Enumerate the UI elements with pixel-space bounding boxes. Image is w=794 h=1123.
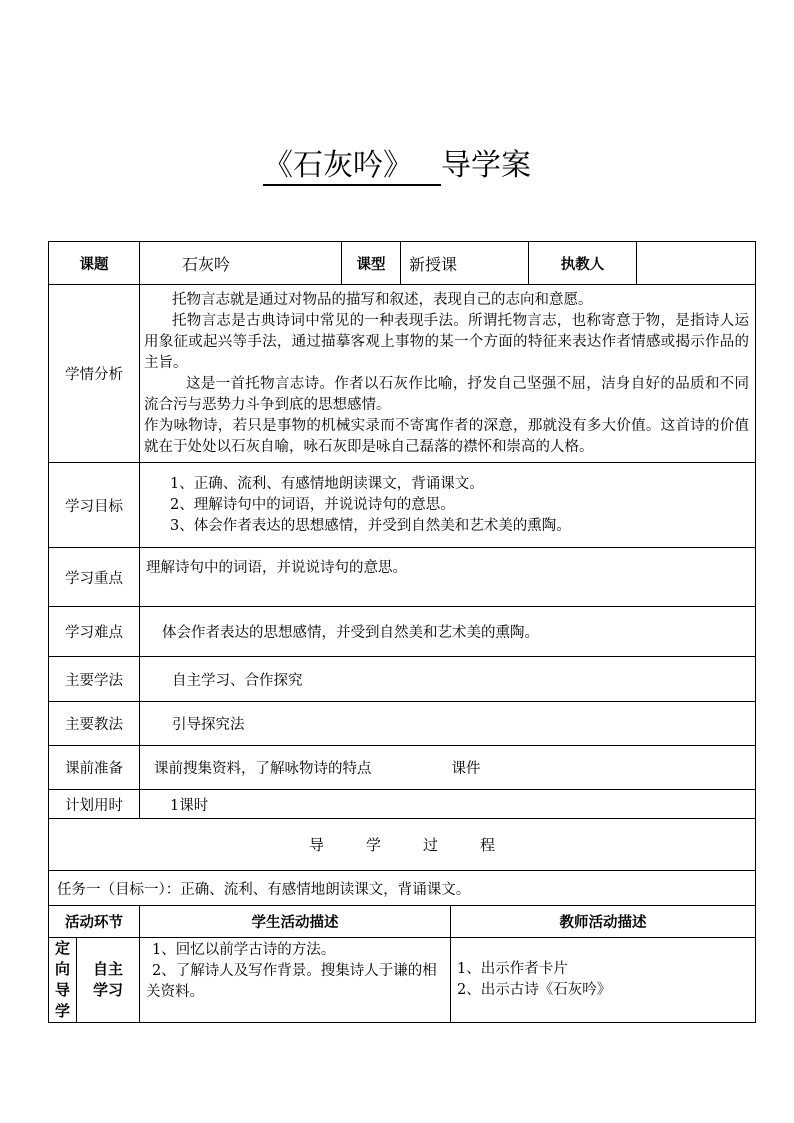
process-char-4: 程 [480,836,496,854]
col-teacher: 教师活动描述 [451,906,756,938]
analysis-para-2: 托物言志是古典诗词中常见的一种表现手法。所谓托物言志，也称寄意于物，是指诗人运用象征或起兴等手法，通过描摹客观上事物的某一个方面的特征来表达作者情感或揭示作品的主旨。 [144,312,749,371]
focus-label: 学习重点 [49,548,140,607]
teacher-item-2: 2、出示古诗《石灰吟》 [457,982,612,998]
activity-header-row [49,906,756,938]
analysis-para-4: 作为咏物诗，若只是事物的机械实录而不寄寓作者的深意，那就没有多大价值。这首诗的价值就在于处处以石灰自喻，咏石灰即是咏自己磊落的襟怀和崇高的人格。 [144,417,749,455]
time-label: 计划用时 [49,790,140,819]
study-method-row [49,657,756,702]
process-row [49,819,756,871]
teach-method-value: 引导探究法 [140,702,756,746]
analysis-para-1: 托物言志就是通过对物品的描写和叙述，表现自己的志向和意愿。 [172,291,593,308]
goals-label: 学习目标 [49,463,140,548]
stage-char-1: 定 [54,939,70,957]
prep-row [49,746,756,790]
study-method-value: 自主学习、合作探究 [140,657,756,702]
title-suffix: 导学案 [441,148,531,183]
topic-label: 课题 [49,242,140,285]
teach-method-row [49,702,756,746]
goals-row [49,463,756,548]
goal-item-3: 3、体会作者表达的思想感情，并受到自然美和艺术美的熏陶。 [170,517,571,534]
process-heading [49,819,756,871]
col-stage: 活动环节 [49,906,140,938]
process-char-1: 导 [308,836,324,854]
topic-value: 石灰吟 [140,242,342,285]
header-row [49,242,756,285]
stage-char-3: 导 [54,981,70,999]
student-activity [140,938,451,1023]
time-value: 1课时 [140,790,756,819]
prep-label: 课前准备 [49,746,140,790]
difficulty-label: 学习难点 [49,607,140,657]
stage-char-4: 学 [54,1002,70,1020]
task-1: 任务一（目标一）：正确、流利、有感情地朗读课文，背诵课文。 [49,871,756,906]
focus-row [49,548,756,607]
col-student: 学生活动描述 [140,906,451,938]
teacher-activity [451,938,756,1023]
teacher-item-1: 1、出示作者卡片 [457,961,568,977]
task-row [49,871,756,906]
process-char-2: 学 [365,836,381,854]
student-item-2: 2、了解诗人及写作背景。搜集诗人于谦的相关资料。 [146,963,437,1000]
time-row [49,790,756,819]
study-method-label: 主要学法 [49,657,140,702]
teacher-value [637,242,756,285]
process-char-3: 过 [423,836,439,854]
analysis-content [140,285,756,463]
teacher-label: 执教人 [529,242,637,285]
type-label: 课型 [342,242,401,285]
prep-value: 课前搜集资料，了解咏物诗的特点 [154,761,372,777]
title-main: 《石灰吟》 [263,148,441,186]
goals-content [140,463,756,548]
stage-char-2: 向 [54,960,70,978]
difficulty-value: 体会作者表达的思想感情，并受到自然美和艺术美的熏陶。 [140,607,756,657]
stage-cell [49,938,77,1023]
prep-content [140,746,756,790]
analysis-label: 学情分析 [49,285,140,463]
lesson-info-table [48,241,756,906]
sub-stage-cell [77,938,140,1023]
sub-stage-line-1: 自主 [92,960,123,978]
goal-item-2: 2、理解诗句中的词语，并说说诗句的意思。 [170,496,455,513]
page-title [0,140,794,186]
type-value: 新授课 [401,242,529,285]
prep-extra: 课件 [451,761,481,777]
goal-item-1: 1、正确、流利、有感情地朗读课文，背诵课文。 [170,475,484,492]
activity-table [48,905,756,1023]
teach-method-label: 主要教法 [49,702,140,746]
focus-value: 理解诗句中的词语，并说说诗句的意思。 [140,548,756,607]
sub-stage-line-2: 学习 [92,981,123,999]
student-item-1: 1、回忆以前学古诗的方法。 [152,942,336,958]
difficulty-row [49,607,756,657]
analysis-row [49,285,756,463]
activity-row [49,938,756,1023]
analysis-para-3: 这是一首托物言志诗。作者以石灰作比喻，抒发自己坚强不屈，洁身自好的品质和不同流合污与恶势力斗争到底的思想感情。 [144,375,749,413]
